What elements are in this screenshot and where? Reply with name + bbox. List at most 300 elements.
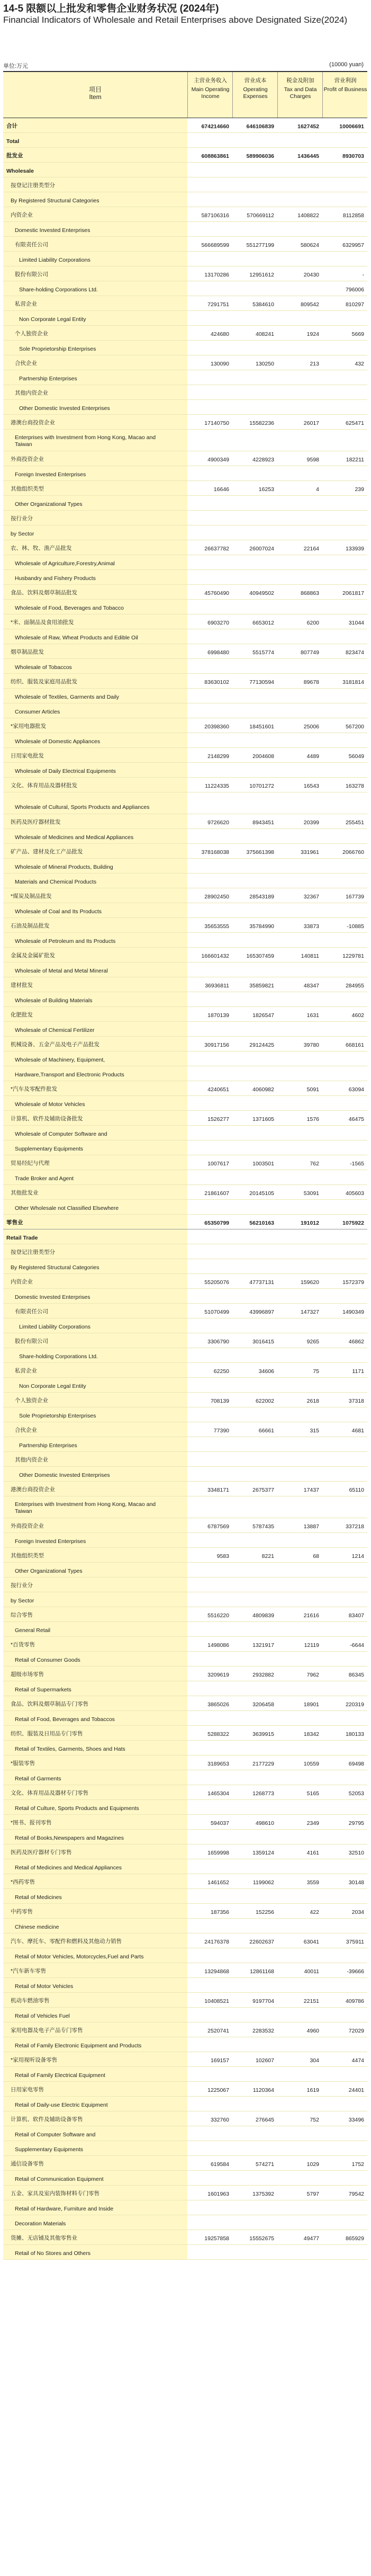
row-label: Materials and Chemical Products <box>15 879 97 885</box>
row-label: Wholesale of Computer Software and <box>15 1131 107 1137</box>
row-label-cell <box>3 2230 187 2244</box>
main-operating-income-cell <box>187 555 232 569</box>
tax-and-charges-cell <box>277 1318 322 1333</box>
table-row <box>3 192 367 207</box>
row-label: 股份有限公司 <box>15 1338 48 1344</box>
tax-and-charges-cell <box>277 1993 322 2007</box>
main-operating-income-cell <box>187 1482 232 1496</box>
profit-of-business-cell <box>322 1889 367 1903</box>
operating-expenses-cell <box>232 1652 277 1666</box>
profit-of-business-cell <box>322 1548 367 1562</box>
table-row <box>3 540 367 555</box>
row-label: Retail of Medicines and Medical Appliances <box>15 1865 122 1871</box>
cell-value: 15582236 <box>249 420 274 426</box>
header-col-en: Profit of Business <box>323 86 367 93</box>
main-operating-income-cell <box>187 2052 232 2066</box>
cell-value: 375911 <box>346 1939 364 1945</box>
operating-expenses-cell <box>232 1259 277 1273</box>
cell-value: 17140750 <box>204 420 229 426</box>
row-label: Retail of Food, Beverages and Tobaccos <box>15 1716 115 1723</box>
operating-expenses-cell <box>232 1229 277 1244</box>
row-label: 个人独资企业 <box>15 331 48 337</box>
table-row <box>3 1111 367 1126</box>
tax-and-charges-cell <box>277 1229 322 1244</box>
row-label: Partnership Enterprises <box>19 1442 77 1449</box>
row-label: Domestic Invested Enterprises <box>15 227 91 234</box>
table-row <box>3 1170 367 1185</box>
tax-and-charges-cell <box>277 1111 322 1125</box>
table-row <box>3 1318 367 1333</box>
table-row <box>3 451 367 466</box>
cell-value: 2004608 <box>252 753 274 760</box>
header-col-zh: 营业成本 <box>244 77 267 84</box>
row-label-cell <box>3 2022 187 2037</box>
main-operating-income-cell <box>187 430 232 451</box>
row-label: Enterprises with Investment from Hong Kong, Macao and Taiwan <box>15 434 156 448</box>
cell-value: 62250 <box>213 1368 229 1375</box>
profit-of-business-cell <box>322 1259 367 1273</box>
tax-and-charges-cell <box>277 118 322 132</box>
table-row <box>3 1741 367 1755</box>
tax-and-charges-cell <box>277 733 322 747</box>
table-row <box>3 2215 367 2230</box>
operating-expenses-cell <box>232 237 277 251</box>
row-label-cell <box>3 1200 187 1214</box>
cell-value: 213 <box>310 361 319 367</box>
main-operating-income-cell <box>187 703 232 718</box>
row-label: Chinese medicine <box>15 1924 59 1930</box>
main-operating-income-cell <box>187 659 232 673</box>
operating-expenses-cell <box>232 629 277 644</box>
profit-of-business-cell <box>322 718 367 733</box>
cell-value: 29124425 <box>249 1042 274 1048</box>
profit-of-business-cell <box>322 1393 367 1407</box>
tax-and-charges-cell <box>277 1607 322 1621</box>
row-label-cell <box>3 1607 187 1621</box>
cell-value: 34606 <box>258 1368 274 1375</box>
table-row <box>3 1815 367 1830</box>
row-label-cell <box>3 148 187 162</box>
main-operating-income-cell <box>187 1800 232 1814</box>
cell-value: 169157 <box>210 2057 229 2064</box>
operating-expenses-cell <box>232 1304 277 1318</box>
profit-of-business-cell <box>322 2067 367 2081</box>
operating-expenses-cell <box>232 1592 277 1607</box>
cell-value: 26637782 <box>204 546 229 552</box>
cell-value: 551277199 <box>246 242 274 248</box>
cell-value: 6903270 <box>207 620 229 626</box>
profit-of-business-cell <box>322 525 367 540</box>
tax-and-charges-cell <box>277 133 322 147</box>
operating-expenses-cell <box>232 1830 277 1844</box>
main-operating-income-cell <box>187 1830 232 1844</box>
cell-value: 3209619 <box>207 1672 229 1678</box>
cell-value: 22164 <box>303 546 319 552</box>
tax-and-charges-cell <box>277 1244 322 1259</box>
row-label-cell <box>3 1348 187 1362</box>
page-subtitle: Financial Indicators of Wholesale and Retail Enterprises above Designated Size(2024) <box>3 15 348 25</box>
profit-of-business-cell <box>322 962 367 977</box>
profit-of-business-cell <box>322 2082 367 2096</box>
cell-value: 1619 <box>306 2087 319 2093</box>
cell-value: 19257858 <box>204 2235 229 2242</box>
row-label: Wholesale of Textiles, Garments and Daily <box>15 694 120 700</box>
row-label-cell <box>3 1548 187 1562</box>
main-operating-income-cell <box>187 237 232 251</box>
profit-of-business-cell <box>322 1726 367 1740</box>
header-profit-of-business <box>322 72 368 118</box>
table-row <box>3 1229 367 1244</box>
table-row <box>3 1889 367 1904</box>
cell-value: 1321917 <box>252 1642 274 1648</box>
row-label-cell <box>3 1452 187 1466</box>
operating-expenses-cell <box>232 2200 277 2215</box>
cell-value: 22151 <box>303 1998 319 2004</box>
operating-expenses-cell <box>232 1170 277 1184</box>
profit-of-business-cell <box>322 1963 367 1977</box>
profit-of-business-cell <box>322 2022 367 2037</box>
profit-of-business-cell <box>322 222 367 236</box>
table-row <box>3 1452 367 1467</box>
operating-expenses-cell <box>232 222 277 236</box>
main-operating-income-cell <box>187 792 232 814</box>
tax-and-charges-cell <box>277 1800 322 1814</box>
row-label-cell <box>3 2141 187 2155</box>
tax-and-charges-cell <box>277 903 322 917</box>
row-label: Non Corporate Legal Entity <box>19 1383 86 1389</box>
row-label: Share-holding Corporations Ltd. <box>19 287 98 293</box>
table-row <box>3 962 367 977</box>
header-tax-and-charges <box>277 72 323 118</box>
row-label: Retail of Motor Vehicles, Motorcycles,Fuel and Parts <box>15 1954 144 1960</box>
row-label: 外商投资企业 <box>11 1523 44 1529</box>
cell-value: 10408521 <box>204 1998 229 2004</box>
row-label-cell <box>3 1140 187 1155</box>
profit-of-business-cell <box>322 1859 367 1874</box>
row-label: Foreign Invested Enterprises <box>15 471 86 478</box>
cell-value: 20399 <box>303 819 319 826</box>
cell-value: 8221 <box>261 1553 274 1559</box>
operating-expenses-cell <box>232 733 277 747</box>
table-row <box>3 977 367 992</box>
tax-and-charges-cell <box>277 1741 322 1755</box>
cell-value: 140811 <box>301 953 319 959</box>
cell-value: 2061817 <box>342 590 364 596</box>
cell-value: 6998480 <box>207 649 229 656</box>
table-row <box>3 1919 367 1933</box>
cell-value: 28543189 <box>249 894 274 900</box>
financial-table <box>3 71 367 2260</box>
tax-and-charges-cell <box>277 2186 322 2200</box>
tax-and-charges-cell <box>277 2008 322 2022</box>
row-label: 汽车、摩托车、零配件和燃料及其他动力销售 <box>11 1938 122 1945</box>
cell-value: 46862 <box>348 1339 364 1345</box>
main-operating-income-cell <box>187 829 232 843</box>
main-operating-income-cell <box>187 844 232 858</box>
row-label-cell <box>3 814 187 828</box>
operating-expenses-cell <box>232 718 277 733</box>
row-label-cell <box>3 1274 187 1288</box>
row-label-cell <box>3 2052 187 2066</box>
row-label: *图书、报刊零售 <box>11 1820 52 1826</box>
profit-of-business-cell <box>322 1437 367 1451</box>
tax-and-charges-cell <box>277 829 322 843</box>
row-label: 文化、体育用品及器材批发 <box>11 782 77 789</box>
row-label: *家用视听设备零售 <box>11 2057 58 2063</box>
tax-and-charges-cell <box>277 296 322 310</box>
row-label: 港澳台商投资企业 <box>11 1486 55 1493</box>
operating-expenses-cell <box>232 1755 277 1770</box>
table-row <box>3 1185 367 1200</box>
operating-expenses-cell <box>232 163 277 177</box>
profit-of-business-cell <box>322 281 367 296</box>
cell-value: 378168038 <box>201 849 229 855</box>
row-label: Retail of Family Electrical Equipment <box>15 2072 105 2079</box>
tax-and-charges-cell <box>277 1333 322 1348</box>
operating-expenses-cell <box>232 2111 277 2126</box>
cell-value: 191012 <box>300 1220 319 1226</box>
table-row <box>3 496 367 511</box>
row-label: Wholesale of Raw, Wheat Products and Edible Oil <box>15 635 138 641</box>
table-row <box>3 1770 367 1785</box>
cell-value: 72029 <box>348 2028 364 2034</box>
row-label: Wholesale of Daily Electrical Equipments <box>15 768 116 774</box>
cell-value: 24401 <box>348 2087 364 2093</box>
tax-and-charges-cell <box>277 341 322 355</box>
cell-value: 796006 <box>345 287 364 293</box>
operating-expenses-cell <box>232 1963 277 1977</box>
operating-expenses-cell <box>232 1800 277 1814</box>
row-label-cell <box>3 1815 187 1829</box>
row-label-cell <box>3 1785 187 1799</box>
cell-value: 83630102 <box>204 679 229 685</box>
tax-and-charges-cell <box>277 1963 322 1977</box>
operating-expenses-cell <box>232 1467 277 1481</box>
main-operating-income-cell <box>187 415 232 429</box>
row-label: 金属及金属矿批发 <box>11 952 55 959</box>
table-row <box>3 1393 367 1407</box>
row-label-cell <box>3 296 187 310</box>
main-operating-income-cell <box>187 689 232 703</box>
operating-expenses-cell <box>232 1815 277 1829</box>
cell-value: 4060982 <box>252 1086 274 1093</box>
table-row <box>3 1244 367 1259</box>
profit-of-business-cell <box>322 1022 367 1036</box>
main-operating-income-cell <box>187 948 232 962</box>
header-item-zh: 项目 <box>88 86 102 93</box>
cell-value: 1225067 <box>207 2087 229 2093</box>
main-operating-income-cell <box>187 1696 232 1710</box>
table-row <box>3 873 367 888</box>
profit-of-business-cell <box>322 1785 367 1799</box>
profit-of-business-cell <box>322 1378 367 1392</box>
tax-and-charges-cell <box>277 778 322 792</box>
table-row <box>3 1548 367 1563</box>
row-label: Wholesale of Petroleum and Its Products <box>15 938 116 944</box>
tax-and-charges-cell <box>277 415 322 429</box>
cell-value: 35859821 <box>249 983 274 989</box>
row-label: *百货零售 <box>11 1642 35 1648</box>
row-label-cell <box>3 266 187 281</box>
operating-expenses-cell <box>232 778 277 792</box>
operating-expenses-cell <box>232 1378 277 1392</box>
operating-expenses-cell <box>232 1919 277 1933</box>
tax-and-charges-cell <box>277 2052 322 2066</box>
cell-value: 432 <box>355 361 364 367</box>
operating-expenses-cell <box>232 341 277 355</box>
operating-expenses-cell <box>232 525 277 540</box>
cell-value: 47737131 <box>249 1279 274 1286</box>
operating-expenses-cell <box>232 1452 277 1466</box>
cell-value: 3206458 <box>252 1701 274 1708</box>
tax-and-charges-cell <box>277 2037 322 2052</box>
tax-and-charges-cell <box>277 1185 322 1199</box>
main-operating-income-cell <box>187 1770 232 1785</box>
cell-value: 18901 <box>303 1701 319 1708</box>
cell-value: 35653555 <box>204 923 229 930</box>
cell-value: 1214 <box>351 1553 364 1559</box>
main-operating-income-cell <box>187 2008 232 2022</box>
profit-of-business-cell <box>322 1518 367 1532</box>
row-label: Wholesale of Agriculture,Forestry,Animal <box>15 560 115 567</box>
row-label-cell <box>3 2171 187 2185</box>
profit-of-business-cell <box>322 1948 367 1963</box>
tax-and-charges-cell <box>277 370 322 385</box>
operating-expenses-cell <box>232 370 277 385</box>
profit-of-business-cell <box>322 918 367 932</box>
cell-value: 7291751 <box>207 301 229 308</box>
tax-and-charges-cell <box>277 1696 322 1710</box>
profit-of-business-cell <box>322 600 367 614</box>
table-row <box>3 629 367 644</box>
row-label-cell <box>3 2037 187 2052</box>
operating-expenses-cell <box>232 763 277 777</box>
cell-value: 37318 <box>348 1398 364 1404</box>
cell-value: 1826547 <box>252 1012 274 1019</box>
profit-of-business-cell <box>322 1800 367 1814</box>
main-operating-income-cell <box>187 222 232 236</box>
profit-of-business-cell <box>322 1051 367 1066</box>
row-label-cell <box>3 1711 187 1725</box>
row-label-cell <box>3 355 187 370</box>
row-label-cell <box>3 341 187 355</box>
profit-of-business-cell <box>322 644 367 658</box>
table-row <box>3 1274 367 1289</box>
table-row <box>3 718 367 733</box>
row-label: *汽车及零配件批发 <box>11 1086 58 1092</box>
tax-and-charges-cell <box>277 1933 322 1948</box>
table-row <box>3 2082 367 2097</box>
operating-expenses-cell <box>232 1022 277 1036</box>
table-row <box>3 430 367 451</box>
profit-of-business-cell <box>322 1711 367 1725</box>
cell-value: 3559 <box>306 1879 319 1886</box>
cell-value: 49477 <box>303 2235 319 2242</box>
table-row <box>3 1482 367 1496</box>
main-operating-income-cell <box>187 1563 232 1577</box>
tax-and-charges-cell <box>277 2230 322 2244</box>
row-label: *煤炭及制品批发 <box>11 893 52 899</box>
tax-and-charges-cell <box>277 192 322 207</box>
row-label-cell <box>3 400 187 414</box>
row-label: Retail Trade <box>6 1235 38 1241</box>
tax-and-charges-cell <box>277 540 322 555</box>
cell-value: 63094 <box>348 1086 364 1093</box>
table-row <box>3 341 367 355</box>
tax-and-charges-cell <box>277 1467 322 1481</box>
profit-of-business-cell <box>322 1815 367 1829</box>
tax-and-charges-cell <box>277 2245 322 2259</box>
profit-of-business-cell <box>322 2126 367 2141</box>
operating-expenses-cell <box>232 1140 277 1155</box>
cell-value: 86345 <box>348 1672 364 1678</box>
cell-value: 276645 <box>255 2117 274 2123</box>
cell-value: 56210163 <box>249 1220 274 1226</box>
table-row <box>3 2111 367 2126</box>
table-row <box>3 1467 367 1482</box>
row-label: Retail of Motor Vehicles <box>15 1983 74 1990</box>
row-label-cell <box>3 451 187 466</box>
row-label-cell <box>3 118 187 132</box>
operating-expenses-cell <box>232 1066 277 1081</box>
profit-of-business-cell <box>322 1111 367 1125</box>
profit-of-business-cell <box>322 1577 367 1592</box>
table-header <box>3 72 367 118</box>
table-row <box>3 2200 367 2215</box>
table-row <box>3 1007 367 1022</box>
profit-of-business-cell <box>322 903 367 917</box>
cell-value: 24176378 <box>204 1939 229 1945</box>
cell-value: 133939 <box>345 546 364 552</box>
main-operating-income-cell <box>187 888 232 903</box>
main-operating-income-cell <box>187 1666 232 1681</box>
main-operating-income-cell <box>187 644 232 658</box>
cell-value: 1924 <box>306 331 319 337</box>
table-row <box>3 133 367 148</box>
cell-value: 30917156 <box>204 1042 229 1048</box>
row-label: 按行业分 <box>11 515 33 522</box>
operating-expenses-cell <box>232 555 277 569</box>
table-row <box>3 1259 367 1274</box>
main-operating-income-cell <box>187 992 232 1006</box>
table-row <box>3 2186 367 2200</box>
row-label-cell <box>3 1978 187 1992</box>
operating-expenses-cell <box>232 859 277 873</box>
row-label: 医药及医疗器材专门零售 <box>11 1849 72 1856</box>
operating-expenses-cell <box>232 948 277 962</box>
profit-of-business-cell <box>322 1496 367 1518</box>
table-row <box>3 2067 367 2082</box>
tax-and-charges-cell <box>277 222 322 236</box>
table-row <box>3 1859 367 1874</box>
cell-value: 580624 <box>300 242 319 248</box>
row-label-cell <box>3 1859 187 1874</box>
operating-expenses-cell <box>232 511 277 525</box>
row-label: Retail of Books,Newspapers and Magazines <box>15 1835 124 1841</box>
cell-value: 36936811 <box>205 983 229 989</box>
row-label-cell <box>3 1637 187 1651</box>
row-label: 日用家电批发 <box>11 753 44 759</box>
operating-expenses-cell <box>232 133 277 147</box>
cell-value: 66661 <box>258 1428 274 1434</box>
cell-value: 619584 <box>210 2161 229 2168</box>
row-label-cell <box>3 992 187 1006</box>
main-operating-income-cell <box>187 1622 232 1636</box>
table-row <box>3 1830 367 1844</box>
row-label-cell <box>3 792 187 814</box>
profit-of-business-cell <box>322 1933 367 1948</box>
row-label: *西药零售 <box>11 1879 35 1885</box>
